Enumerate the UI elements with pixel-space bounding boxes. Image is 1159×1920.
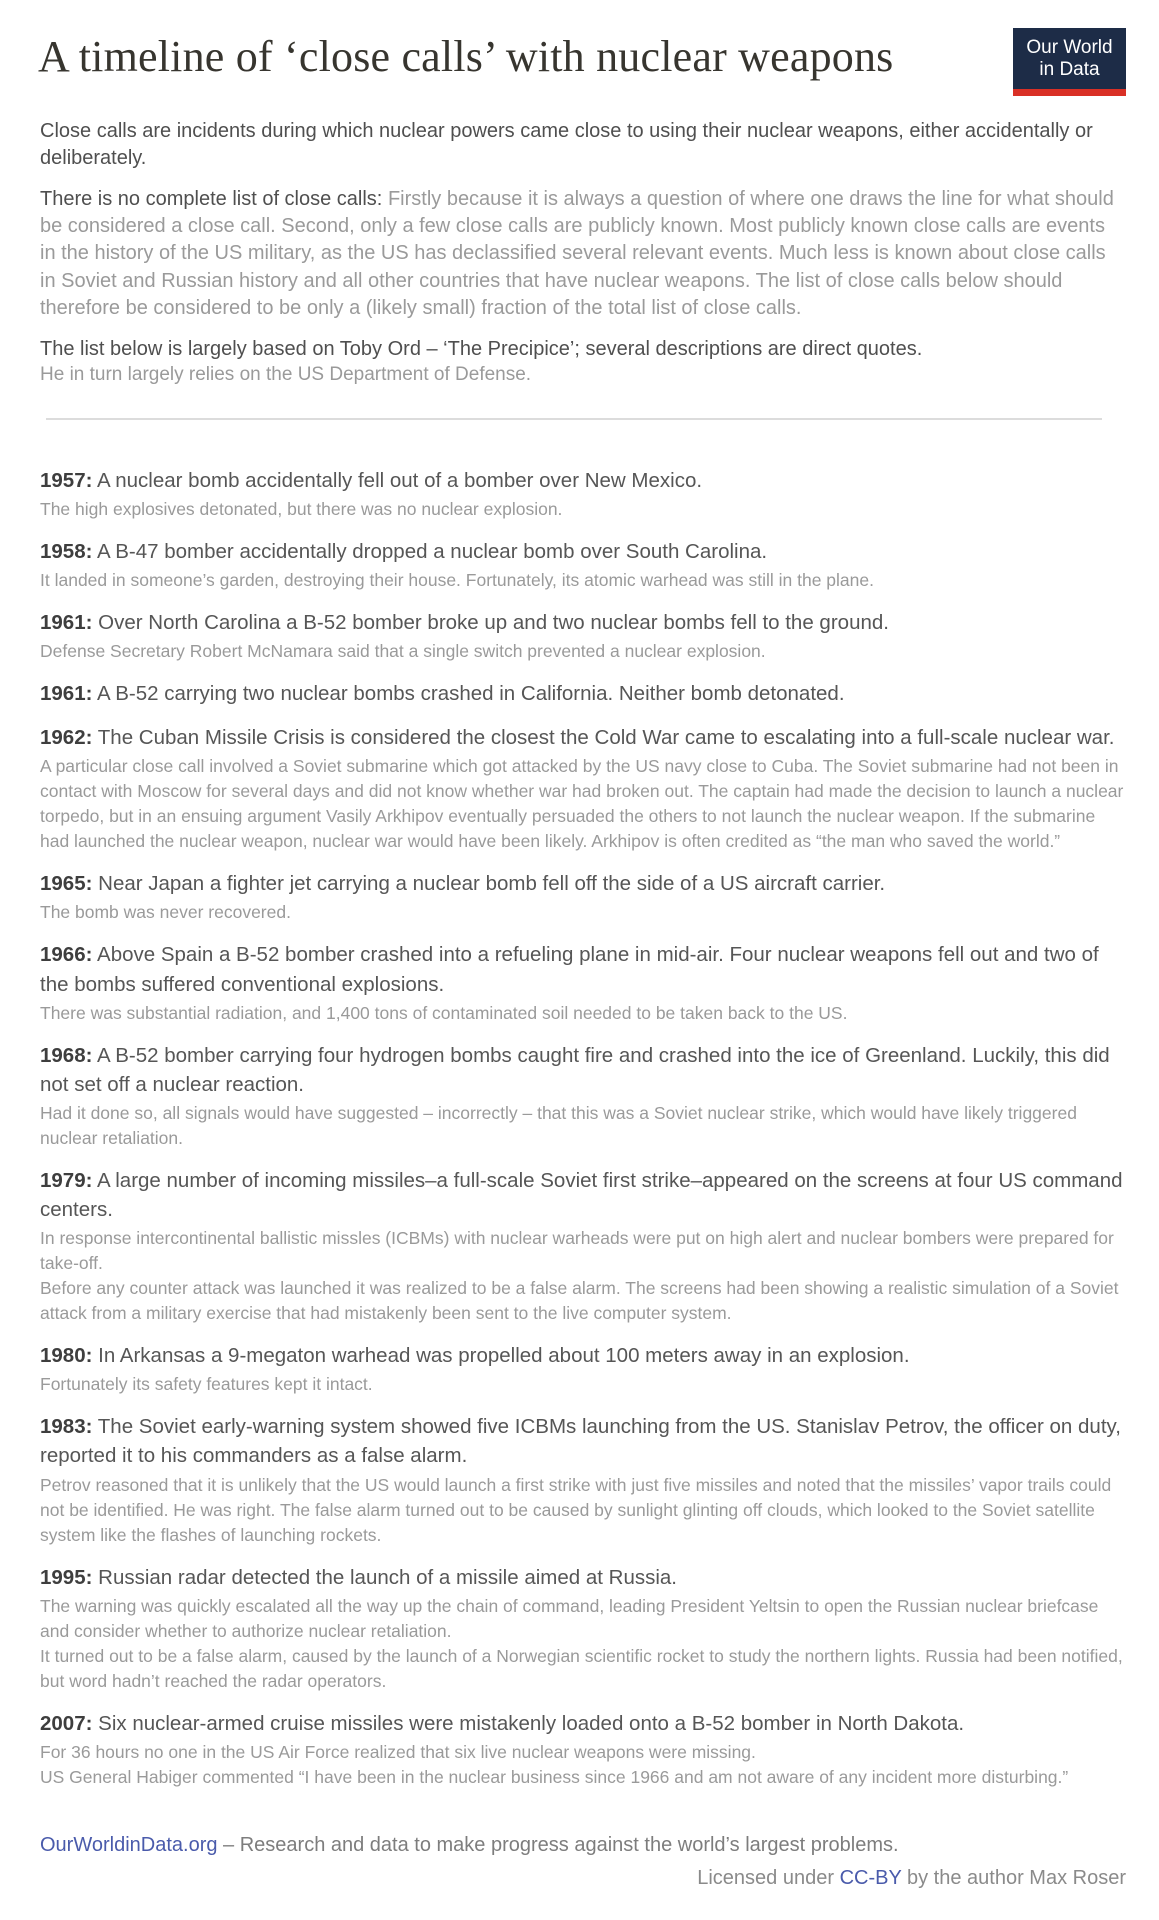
entry-headline: Over North Carolina a B-52 bomber broke up and two nuclear bombs fell to the ground.: [98, 610, 889, 634]
owid-logo-line2: in Data: [1039, 59, 1100, 81]
timeline-entry: [40, 1563, 1126, 1694]
entry-year: 1965:: [40, 872, 93, 896]
timeline-entry: [40, 869, 1126, 925]
footer-license-line: [40, 1867, 1126, 1890]
entry-headline: In Arkansas a 9-megaton warhead was propelled about 100 meters away in an explosion.: [98, 1344, 910, 1368]
entry-detail: It landed in someone’s garden, destroying their house. Fortunately, its atomic warhead was still in the plane.: [40, 569, 874, 590]
timeline-entry: [40, 1041, 1126, 1151]
footer-license-suffix: by the author Max Roser: [901, 1866, 1126, 1889]
owid-logo: [1013, 28, 1126, 96]
entry-detail: Petrov reasoned that it is unlikely that the US would launch a first strike with just five missiles and noted that the missiles’ vapor trails could not be identified. He was right. The false alarm turned out to be caused by sunlight glinting off clouds, which looked to the Soviet satellite system like the flashes of launching rockets.: [40, 1474, 1112, 1545]
footer-tagline-line: [40, 1834, 1126, 1857]
page-title: A timeline of ‘close calls’ with nuclear weapons: [38, 32, 894, 81]
entry-detail: US General Habiger commented “I have been in the nuclear business since 1966 and am not aware of any incident more disturbing.”: [40, 1766, 1069, 1787]
entry-year: 1958:: [40, 539, 93, 563]
entry-headline: A large number of incoming missiles–a full-scale Soviet first strike–appeared on the screens at four US command centers.: [40, 1168, 1123, 1222]
entry-detail: The bomb was never recovered.: [40, 902, 291, 923]
entry-detail: Fortunately its safety features kept it intact.: [40, 1374, 373, 1395]
intro-no-complete-list: [40, 186, 1126, 322]
intro-based-on-note: He in turn largely relies on the US Department of Defense.: [40, 363, 532, 385]
entry-detail: Before any counter attack was launched it was realized to be a false alarm. The screens had been showing a realistic simulation of a Soviet attack from a military exercise that had mistakenly been sent to the live computer system.: [40, 1278, 1119, 1324]
entry-detail: In response intercontinental ballistic missles (ICBMs) with nuclear warheads were put on high alert and nuclear bombers were prepared for take-off.: [40, 1228, 1114, 1274]
entry-headline: Six nuclear-armed cruise missiles were mistakenly loaded onto a B-52 bomber in North Dakota.: [98, 1711, 965, 1735]
timeline: [40, 466, 1126, 1790]
entry-year: 1966:: [40, 943, 93, 967]
intro-lead: Close calls are incidents during which nuclear powers came close to using their nuclear weapons, either accidentally or deliberately.: [40, 120, 1093, 170]
entry-headline: Near Japan a fighter jet carrying a nuclear bomb fell off the side of a US aircraft carrier.: [98, 872, 886, 896]
timeline-entry: [40, 1709, 1126, 1790]
timeline-entry: [40, 723, 1126, 854]
timeline-entry: [40, 1412, 1126, 1547]
entry-year: 1979:: [40, 1168, 93, 1192]
entry-headline: Russian radar detected the launch of a missile aimed at Russia.: [98, 1565, 677, 1589]
intro-no-complete-list-body: Firstly because it is always a question of where one draws the line for what should be considered a close call. Second, only a few close calls are publicly known. Most publicly known close calls are events in the history of the US military, as the US has declassified several relevant events. Much less is known about close calls in Soviet and Russian history and all other countries that have nuclear weapons. The list of close calls below should therefore be considered to be only a (likely small) fraction of the total list of close calls.: [40, 188, 1114, 319]
entry-year: 1962:: [40, 726, 93, 750]
entry-year: 1983:: [40, 1415, 93, 1439]
intro-no-complete-list-label: There is no complete list of close calls:: [40, 188, 383, 211]
entry-headline-row: [40, 537, 1126, 566]
owid-logo-red-bar: [1013, 89, 1126, 96]
section-divider: [46, 418, 1102, 420]
entry-detail: The high explosives detonated, but there was no nuclear explosion.: [40, 498, 563, 519]
entry-year: 2007:: [40, 1711, 93, 1735]
entry-headline-row: [40, 1341, 1126, 1370]
entry-headline: A B-47 bomber accidentally dropped a nuclear bomb over South Carolina.: [97, 539, 768, 563]
timeline-entry: [40, 1341, 1126, 1397]
cc-by-link[interactable]: CC-BY: [839, 1866, 902, 1889]
entry-headline-row: [40, 679, 1126, 708]
entry-headline: The Soviet early-warning system showed five ICBMs launching from the US. Stanislav Petrov, the officer on duty, reported it to his commanders as a false alarm.: [40, 1415, 1121, 1468]
timeline-entry: [40, 940, 1126, 1025]
entry-headline: A B-52 carrying two nuclear bombs crashed in California. Neither bomb detonated.: [97, 682, 845, 706]
entry-year: 1980:: [40, 1344, 93, 1368]
owid-logo-box: [1013, 28, 1126, 89]
footer-tagline: – Research and data to make progress against the world’s largest problems.: [217, 1833, 899, 1856]
intro-based-on: The list below is largely based on Toby Ord – ‘The Precipice’; several descriptions are direct quotes.: [40, 337, 923, 360]
footer-license-prefix: Licensed under: [697, 1866, 840, 1889]
entry-year: 1995:: [40, 1565, 93, 1589]
entry-year: 1961:: [40, 610, 93, 634]
entry-headline-row: [40, 723, 1126, 752]
owid-logo-line1: Our World: [1026, 37, 1113, 58]
entry-year: 1957:: [40, 468, 93, 492]
entry-headline-row: [40, 466, 1126, 495]
entry-headline-row: [40, 608, 1126, 637]
timeline-entry: [40, 608, 1126, 664]
timeline-entry: [40, 466, 1126, 522]
entry-headline: The Cuban Missile Crisis is considered the closest the Cold War came to escalating into a full-scale nuclear war.: [97, 726, 1115, 750]
entry-year: 1968:: [40, 1043, 93, 1067]
entry-headline-row: [40, 1166, 1126, 1224]
entry-detail: There was substantial radiation, and 1,400 tons of contaminated soil needed to be taken back to the US.: [40, 1002, 848, 1023]
entry-headline-row: [40, 1412, 1126, 1470]
entry-detail: The warning was quickly escalated all the way up the chain of command, leading President Yeltsin to open the Russian nuclear briefcase and consider whether to authorize nuclear retaliation.: [40, 1595, 1099, 1641]
entry-headline-row: [40, 1709, 1126, 1738]
header: [40, 26, 1126, 96]
entry-headline: Above Spain a B-52 bomber crashed into a refueling plane in mid-air. Four nuclear weapons fell out and two of the bombs suffered conventional explosions.: [40, 943, 1099, 996]
timeline-entry: [40, 1166, 1126, 1326]
entry-detail: Defense Secretary Robert McNamara said that a single switch prevented a nuclear explosion.: [40, 641, 766, 662]
owid-site-link[interactable]: OurWorldinData.org: [40, 1833, 218, 1856]
entry-detail: Had it done so, all signals would have suggested – incorrectly – that this was a Soviet nuclear strike, which would have likely triggered nuclear retaliation.: [40, 1102, 1077, 1148]
entry-headline-row: [40, 940, 1126, 998]
entry-headline: A nuclear bomb accidentally fell out of a bomber over New Mexico.: [97, 468, 703, 492]
entry-year: 1961:: [40, 682, 93, 706]
timeline-entry: [40, 679, 1126, 708]
entry-detail: It turned out to be a false alarm, caused by the launch of a Norwegian scientific rocket to study the northern lights. Russia had been notified, but word hadn’t reached the radar operators.: [40, 1645, 1123, 1691]
entry-detail: For 36 hours no one in the US Air Force realized that six live nuclear weapons were missing.: [40, 1741, 756, 1762]
entry-headline-row: [40, 1563, 1126, 1592]
entry-headline-row: [40, 869, 1126, 898]
entry-headline: A B-52 bomber carrying four hydrogen bombs caught fire and crashed into the ice of Greenland. Luckily, this did not set off a nuclear reaction.: [40, 1043, 1110, 1096]
timeline-entry: [40, 537, 1126, 593]
entry-headline-row: [40, 1041, 1126, 1099]
entry-detail: A particular close call involved a Soviet submarine which got attacked by the US navy close to Cuba. The Soviet submarine had not been in contact with Moscow for several days and did not know whether war had broken out. The captain had made the decision to launch a nuclear torpedo, but in an ensuing argument Vasily Arkhipov eventually persuaded the others to not launch the nuclear weapon. If the submarine had launched the nuclear weapon, nuclear war would have been likely. Arkhipov is often credited as “the man who saved the world.”: [40, 756, 1124, 852]
footer: [40, 1834, 1126, 1890]
